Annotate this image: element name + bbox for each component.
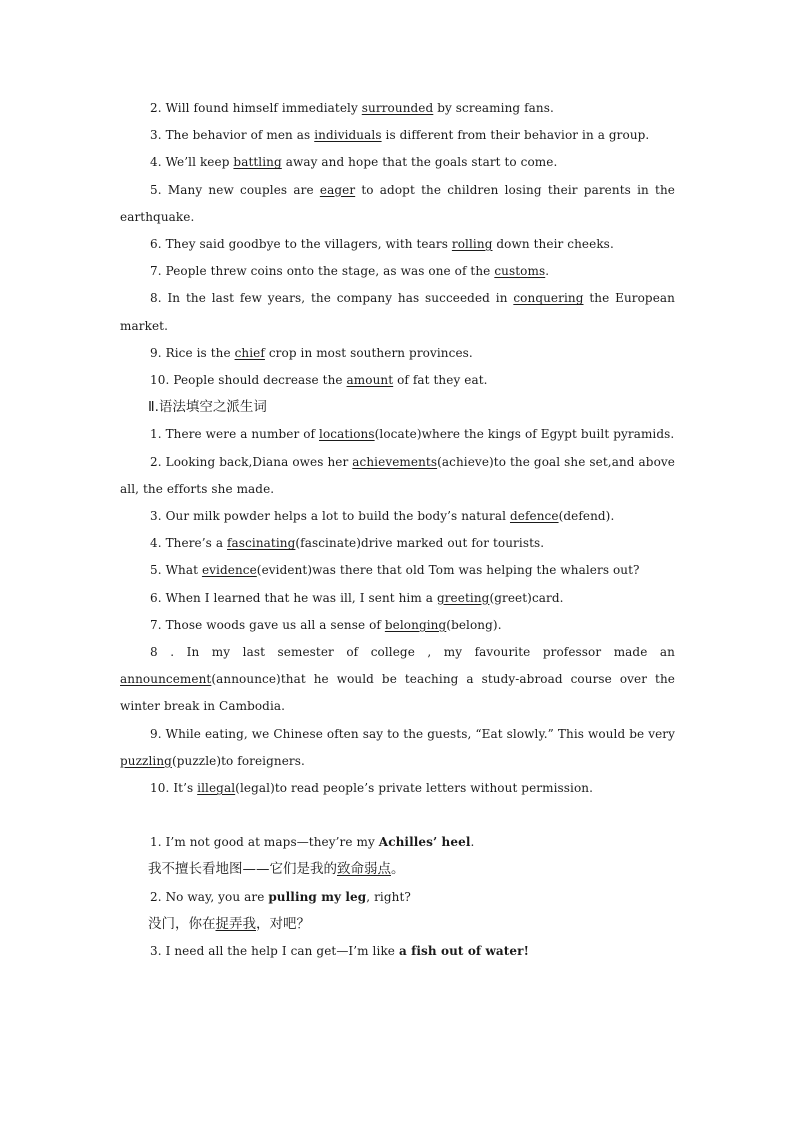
- answer-word: defence: [509, 509, 559, 524]
- item-number: 2.: [150, 889, 162, 904]
- idiom-sentence: [120, 938, 675, 965]
- answer-word: greeting: [436, 590, 490, 605]
- item-text-before: Those woods gave us all a sense of: [165, 617, 385, 632]
- item-text-before: We’ll keep: [165, 155, 234, 170]
- answer-word: eager: [319, 182, 356, 197]
- item-number: 8.: [150, 291, 162, 306]
- exercise-item: [120, 503, 675, 530]
- item-text-before: What: [165, 563, 202, 578]
- exercise-item: [120, 639, 675, 721]
- item-text-after: of fat they eat.: [393, 373, 488, 388]
- item-text-before: They said goodbye to the villagers, with tears: [165, 237, 452, 252]
- item-number: 5.: [150, 563, 162, 578]
- item-text-after: (legal)to read people’s private letters without permission.: [235, 781, 594, 796]
- sentence-after: , right?: [366, 889, 411, 904]
- sentence-before: No way, you are: [165, 889, 269, 904]
- document-content: [120, 95, 675, 965]
- idiom-phrase: pulling my leg: [268, 889, 367, 904]
- item-text-before: Our milk powder helps a lot to build the body’s natural: [165, 509, 510, 524]
- item-text-before: People threw coins onto the stage, as was one of the: [165, 264, 495, 279]
- item-text-after: away and hope that the goals start to come.: [281, 155, 558, 170]
- answer-word: amount: [346, 373, 394, 388]
- sentence-before: I need all the help I can get—I’m like: [165, 944, 399, 959]
- item-text-after: crop in most southern provinces.: [264, 345, 473, 360]
- item-text-before: There’s a: [165, 536, 228, 551]
- answer-word: fascinating: [227, 536, 296, 551]
- sentence-after: .: [470, 835, 475, 850]
- item-number: 3.: [150, 944, 162, 959]
- idiom-sentence: [120, 829, 675, 856]
- sentence-before: I’m not good at maps—they’re my: [165, 835, 379, 850]
- item-text-after: (evident)was there that old Tom was helping the whalers out?: [256, 563, 640, 578]
- item-number: 6.: [150, 590, 162, 605]
- item-number: 9.: [150, 345, 162, 360]
- translation-idiom: 捉弄我: [215, 915, 256, 932]
- item-text-after: is different from their behavior in a group.: [381, 128, 650, 143]
- item-text-after: (belong).: [446, 617, 502, 632]
- idiom-translation: [120, 856, 675, 883]
- idiom-examples: [120, 829, 675, 965]
- derivative-exercise-answers: [120, 421, 675, 802]
- vocabulary-exercise-answers: [120, 95, 675, 394]
- translation-before: 没门，你在: [148, 915, 216, 932]
- answer-word: conquering: [513, 291, 584, 306]
- item-text-before: Will found himself immediately: [165, 101, 362, 115]
- item-text-before: Rice is the: [165, 345, 235, 360]
- idiom-phrase: a fish out of water!: [398, 944, 529, 959]
- exercise-item: [120, 557, 675, 584]
- item-number: 2.: [150, 454, 162, 469]
- item-text-before: There were a number of: [165, 427, 320, 442]
- item-text-after: (achieve)to the goal she set,and above all, the efforts she made.: [120, 454, 675, 496]
- item-number: 5.: [150, 182, 162, 197]
- item-number: 7.: [150, 264, 162, 279]
- item-number: 3.: [150, 128, 162, 143]
- answer-word: illegal: [197, 781, 236, 796]
- item-number: 9.: [150, 726, 162, 741]
- exercise-item: [120, 149, 675, 176]
- answer-word: evidence: [201, 563, 257, 578]
- item-text-after: (puzzle)to foreigners.: [171, 753, 305, 768]
- item-text-after: (fascinate)drive marked out for tourists.: [295, 536, 545, 551]
- item-text-after: (defend).: [558, 509, 615, 524]
- item-text-after: down their cheeks.: [492, 237, 614, 252]
- answer-word: puzzling: [120, 753, 172, 768]
- translation-after: ，对吧？: [256, 915, 310, 932]
- item-text-after: to adopt the children losing their parents in the earthquake.: [120, 182, 676, 224]
- item-text-after: .: [545, 264, 550, 279]
- item-number: 10.: [150, 373, 170, 388]
- item-text-before: Looking back,Diana owes her: [165, 454, 353, 469]
- exercise-item: [120, 258, 675, 285]
- item-text-before: In the last few years, the company has succeeded in: [167, 291, 514, 306]
- item-number: 6.: [150, 237, 162, 252]
- item-text-before: People should decrease the: [173, 373, 347, 388]
- answer-word: announcement: [120, 672, 212, 687]
- section-gap: [120, 802, 675, 829]
- exercise-item: [120, 721, 675, 775]
- item-number: 3.: [150, 509, 162, 524]
- item-text-before: While eating, we Chinese often say to the guests, “Eat slowly.” This would be very: [165, 726, 676, 741]
- item-number: 10.: [150, 781, 170, 796]
- answer-word: individuals: [314, 128, 382, 143]
- answer-word: belonging: [384, 617, 447, 632]
- exercise-item: [120, 95, 675, 122]
- item-text-after: (locate)where the kings of Egypt built pyramids.: [374, 427, 675, 442]
- item-number: 2.: [150, 101, 162, 115]
- exercise-item: [120, 231, 675, 258]
- item-text-before: In my last semester of college , my favourite professor made an: [186, 645, 675, 660]
- item-number: 8 .: [150, 645, 175, 660]
- answer-word: customs: [494, 264, 546, 279]
- exercise-item: [120, 585, 675, 612]
- item-text-before: Many new couples are: [167, 182, 320, 197]
- item-number: 7.: [150, 617, 162, 632]
- answer-word: achievements: [352, 454, 438, 469]
- answer-word: battling: [233, 155, 282, 170]
- item-text-before: It’s: [173, 781, 198, 796]
- exercise-item: [120, 530, 675, 557]
- exercise-item: [120, 612, 675, 639]
- idiom-phrase: Achilles’ heel: [378, 835, 471, 850]
- item-text-after: (announce)that he would be teaching a study-abroad course over the winter break in Cambodia.: [120, 672, 675, 714]
- idiom-translation: [120, 911, 675, 938]
- answer-word: rolling: [451, 237, 493, 252]
- translation-after: 。: [391, 861, 405, 878]
- item-text-before: The behavior of men as: [165, 128, 315, 143]
- item-text-before: When I learned that he was ill, I sent him a: [165, 590, 437, 605]
- idiom-sentence: [120, 884, 675, 911]
- exercise-item: [120, 449, 675, 503]
- item-number: 4.: [150, 155, 162, 170]
- translation-before: 我不擅长看地图——它们是我的: [148, 861, 337, 878]
- item-number: 4.: [150, 536, 162, 551]
- answer-word: locations: [319, 427, 375, 442]
- translation-idiom: 致命弱点: [337, 861, 391, 878]
- item-number: 1.: [150, 835, 162, 850]
- answer-word: chief: [234, 345, 265, 360]
- answer-word: surrounded: [361, 101, 434, 115]
- section-heading: Ⅱ.语法填空之派生词: [148, 399, 267, 416]
- exercise-item: [120, 177, 675, 231]
- exercise-item: [120, 122, 675, 149]
- exercise-item: [120, 285, 675, 339]
- exercise-item: [120, 367, 675, 394]
- item-text-after: the European market.: [120, 291, 676, 333]
- item-text-after: (greet)card.: [489, 590, 564, 605]
- exercise-item: [120, 421, 675, 448]
- exercise-item: [120, 340, 675, 367]
- item-text-after: by screaming fans.: [433, 101, 554, 115]
- item-number: 1.: [150, 427, 162, 442]
- exercise-item: [120, 775, 675, 802]
